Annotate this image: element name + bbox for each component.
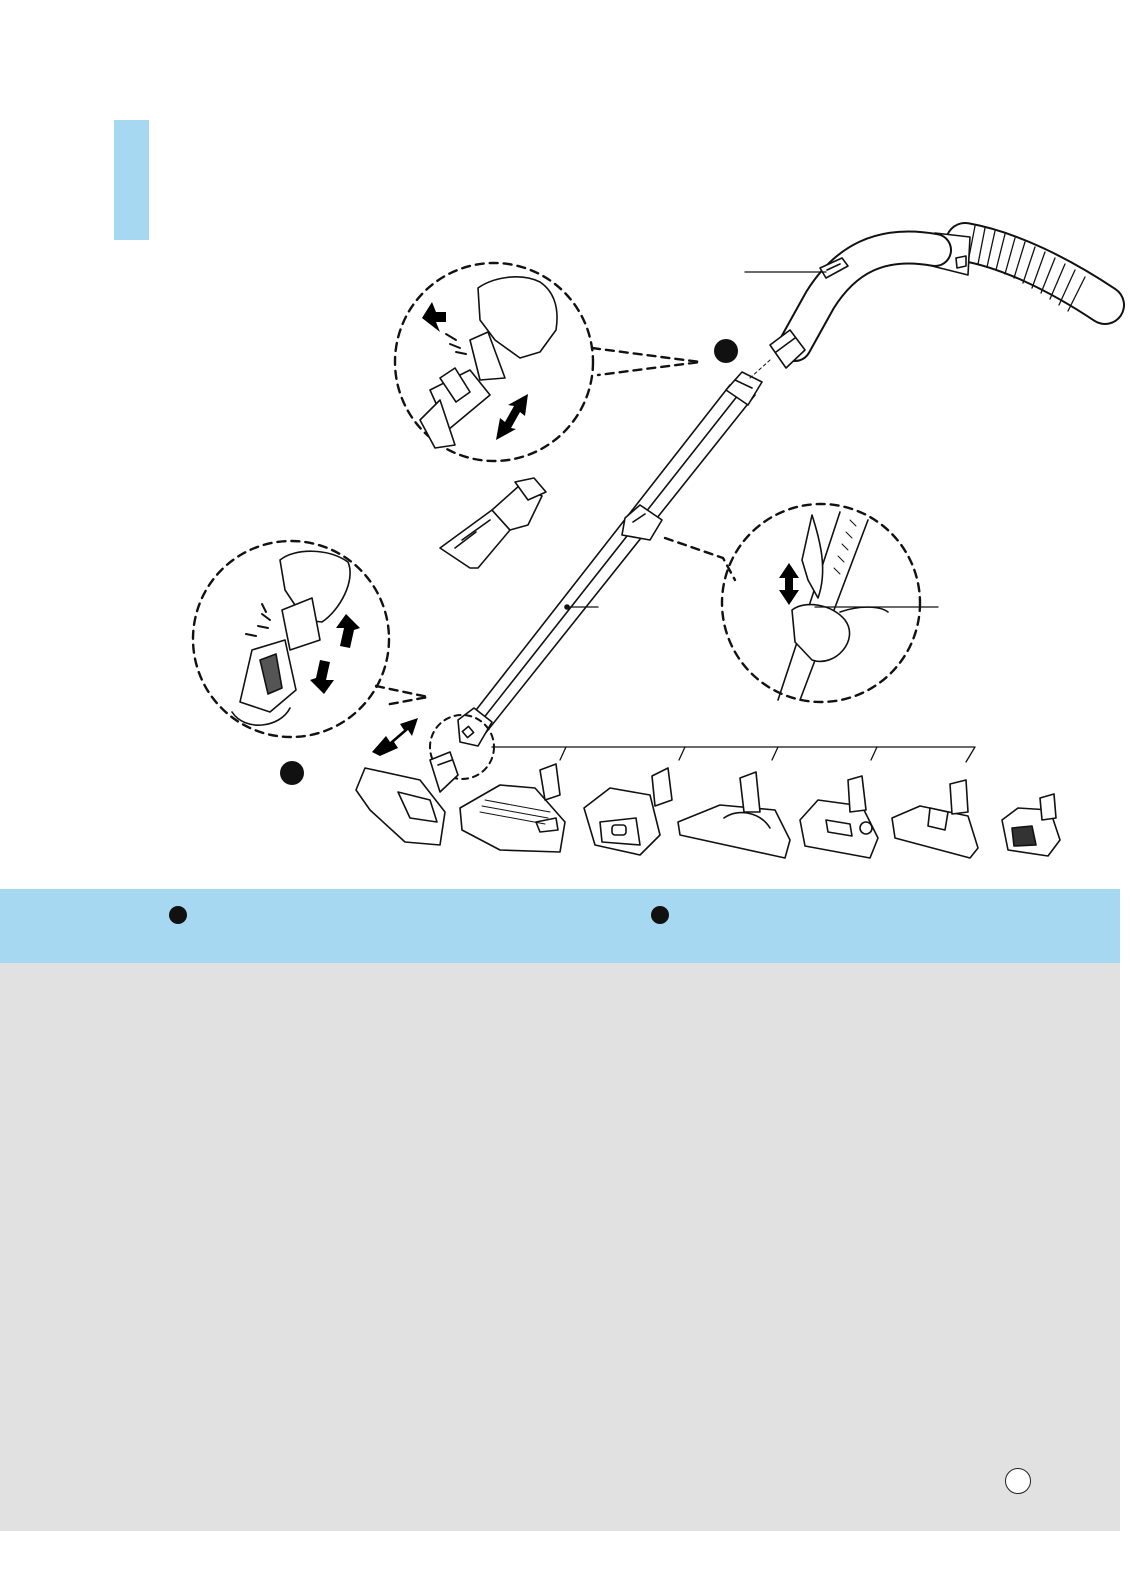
nozzle-4 — [678, 772, 790, 858]
callout-press-button — [395, 263, 700, 461]
callout-attach-nozzle — [193, 541, 428, 737]
instructions-panel — [0, 963, 1120, 1531]
step-marker-2 — [280, 761, 304, 785]
step-heading-band — [0, 889, 1120, 963]
page-number-circle — [1005, 1468, 1031, 1494]
nozzle-2 — [460, 764, 565, 852]
nozzle-1 — [356, 752, 458, 845]
nozzle-5 — [800, 776, 878, 858]
crevice-tool — [440, 478, 546, 568]
attach-arrow — [372, 718, 418, 756]
nozzle-7 — [1002, 794, 1060, 856]
hose-handle — [745, 226, 1105, 368]
step-1-bullet — [169, 906, 187, 924]
telescopic-pipe — [458, 360, 770, 746]
nozzle-6 — [892, 780, 978, 858]
callout-adjust-length — [665, 504, 938, 702]
step-marker-1 — [714, 339, 738, 363]
nozzle-3 — [584, 768, 672, 855]
step-2-bullet — [651, 906, 669, 924]
nozzle-bracket — [492, 747, 975, 762]
